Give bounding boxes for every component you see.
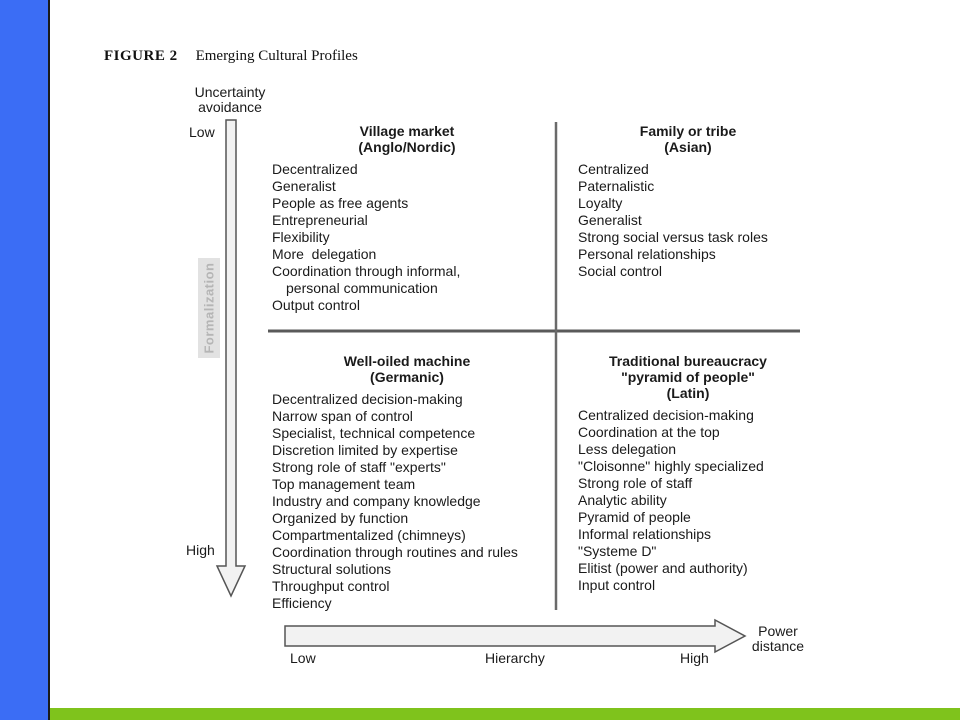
power-distance-arrow [285, 620, 745, 652]
formalization-label-box [198, 258, 220, 358]
quadrant-list [578, 161, 798, 280]
list-item: Coordination through routines and rules [272, 544, 518, 560]
list-item: Social control [578, 263, 663, 279]
formalization-label: Formalization [201, 262, 217, 354]
list-item: More delegation [272, 246, 377, 262]
list-item: Entrepreneurial [272, 212, 368, 228]
list-item: Industry and company knowledge [272, 493, 481, 509]
list-item: "Systeme D" [578, 543, 657, 559]
quadrant-title: Traditional bureaucracy "pyramid of people" (Latin) [609, 353, 767, 401]
y-axis-title: Uncertainty avoidance [194, 84, 266, 115]
list-item: Coordination through informal, [272, 263, 461, 279]
quadrant-title: Well-oiled machine (Germanic) [343, 353, 471, 385]
quadrant-bottom-right [578, 353, 798, 594]
quadrant-list [272, 161, 542, 314]
list-item: Generalist [578, 212, 642, 228]
list-item: Flexibility [272, 229, 330, 245]
list-item: Decentralized [272, 161, 358, 177]
list-item: Throughput control [272, 578, 390, 594]
list-item: Less delegation [578, 441, 677, 457]
list-item: People as free agents [272, 195, 409, 211]
list-item: Centralized [578, 161, 649, 177]
y-axis-high-label: High [186, 542, 215, 558]
quadrant-list [578, 407, 798, 594]
list-item: Discretion limited by expertise [272, 442, 458, 458]
list-item: Top management team [272, 476, 416, 492]
figure-caption: Emerging Cultural Profiles [195, 48, 358, 64]
uncertainty-arrow [217, 120, 245, 596]
quadrant-title: Village market (Anglo/Nordic) [358, 123, 456, 155]
list-item: Specialist, technical competence [272, 425, 476, 441]
list-item: personal communication [286, 280, 438, 296]
list-item: Centralized decision-making [578, 407, 754, 423]
list-item: Input control [578, 577, 656, 593]
x-axis-low-label: Low [290, 650, 316, 666]
list-item: Strong role of staff [578, 475, 693, 491]
list-item: Narrow span of control [272, 408, 413, 424]
x-axis-mid-label: Hierarchy [485, 650, 545, 666]
quadrant-list [272, 391, 542, 612]
y-axis-low-label: Low [189, 124, 215, 140]
list-item: Organized by function [272, 510, 409, 526]
list-item: Decentralized decision-making [272, 391, 463, 407]
list-item: Loyalty [578, 195, 623, 211]
list-item: Coordination at the top [578, 424, 720, 440]
list-item: Generalist [272, 178, 336, 194]
list-item: Elitist (power and authority) [578, 560, 748, 576]
list-item: Personal relationships [578, 246, 716, 262]
list-item: Strong role of staff "experts" [272, 459, 446, 475]
list-item: Compartmentalized (chimneys) [272, 527, 466, 543]
list-item: Paternalistic [578, 178, 655, 194]
list-item: Analytic ability [578, 492, 667, 508]
quadrant-title: Family or tribe (Asian) [639, 123, 737, 155]
quadrant-top-right [578, 123, 798, 280]
list-item: Strong social versus task roles [578, 229, 768, 245]
quadrant-bottom-left [272, 353, 542, 612]
list-item: "Cloisonne" highly specialized [578, 458, 764, 474]
quadrant-top-left [272, 123, 542, 314]
list-item: Informal relationships [578, 526, 712, 542]
x-axis-high-label: High [680, 650, 709, 666]
list-item: Pyramid of people [578, 509, 691, 525]
list-item: Structural solutions [272, 561, 392, 577]
figure-number: FIGURE 2 [104, 48, 178, 64]
x-axis-title: Power distance [751, 623, 805, 654]
list-item: Efficiency [272, 595, 332, 611]
list-item: Output control [272, 297, 360, 313]
